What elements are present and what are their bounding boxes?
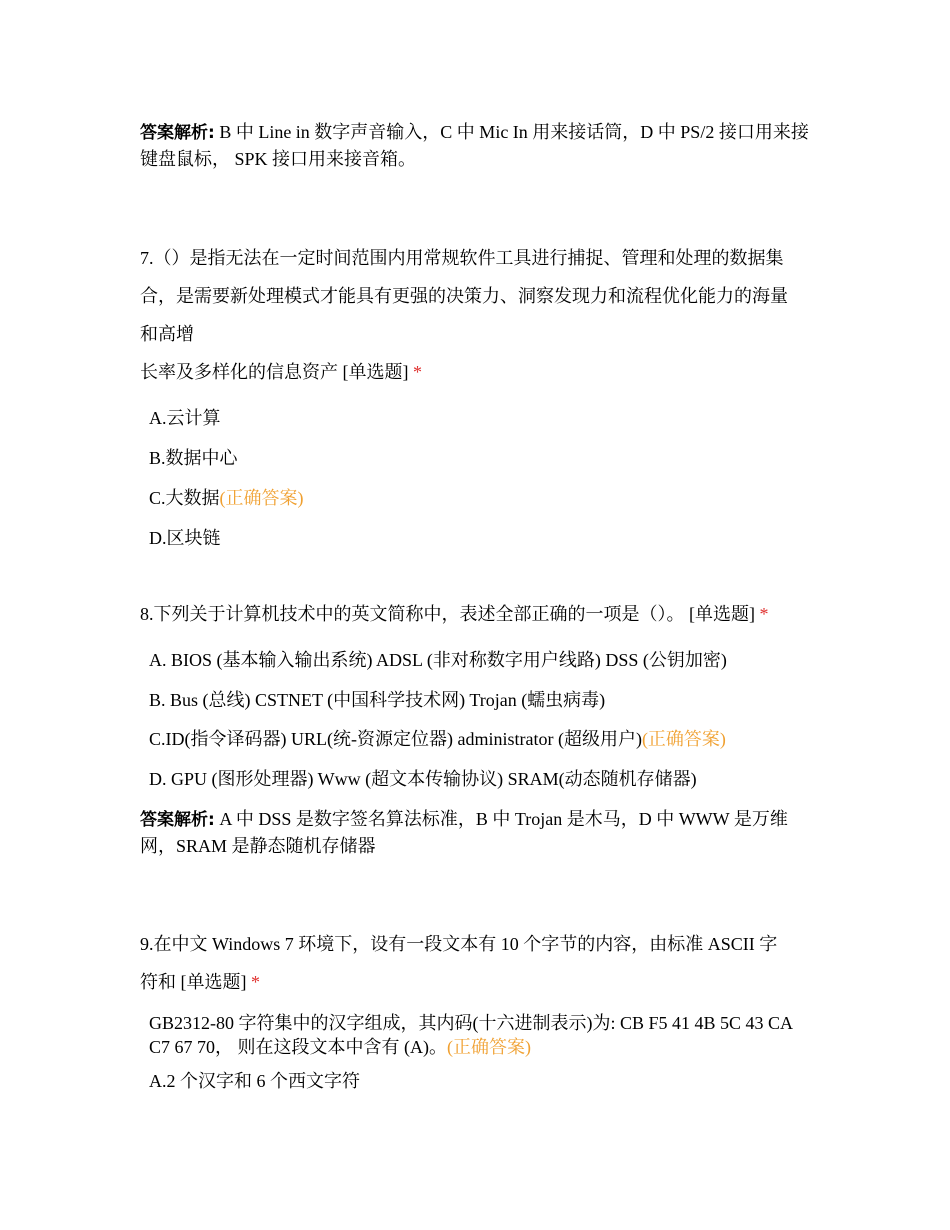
option-text: C.ID(指令译码器) URL(统-资源定位器) administrator (超级用户) — [149, 729, 642, 749]
correct-answer-tag: (正确答案) — [447, 1037, 531, 1057]
required-star: * — [251, 972, 260, 992]
option-text: A.2 个汉字和 6 个西文字符 — [149, 1071, 360, 1091]
question-7 — [140, 239, 815, 391]
question-7-last-line: 长率及多样化的信息资产 [单选题] — [140, 362, 409, 382]
question-9-line-2-text: 符和 [单选题] — [140, 972, 247, 992]
q9-option-a[interactable] — [149, 1069, 360, 1093]
question-7-line-1: 7.（）是指无法在一定时间范围内用常规软件工具进行捕捉、管理和处理的数据集 — [140, 248, 784, 268]
option-text: GB2312-80 字符集中的汉字组成，其内码(十六进制表示)为: CB F5 41 4B 5C 43 CA C7 67 70， 则在这段文本中含有 (A)。 — [149, 1013, 793, 1057]
q7-option-c[interactable] — [149, 486, 304, 510]
q7-option-a[interactable] — [149, 406, 221, 430]
explanation-label: 答案解析: — [140, 123, 215, 143]
question-7-line-3: 和高增 — [140, 324, 194, 344]
question-9-line-2 — [140, 963, 815, 1001]
explanation-text: A 中 DSS 是数字签名算法标准，B 中 Trojan 是木马，D 中 WWW 是万维网，SRAM 是静态随机存储器 — [140, 809, 788, 856]
required-star: * — [413, 362, 422, 382]
q7-option-b[interactable] — [149, 446, 238, 470]
question-7-line-2: 合，是需要新处理模式才能具有更强的决策力、洞察发现力和流程优化能力的海量 — [140, 286, 788, 306]
option-text: A.云计算 — [149, 408, 221, 428]
option-text: A. BIOS (基本输入输出系统) ADSL (非对称数字用户线路) DSS (公钥加密) — [149, 650, 727, 670]
answer-explanation-q6 — [140, 119, 815, 172]
q8-option-c[interactable] — [149, 727, 726, 751]
question-7-line-4 — [140, 353, 815, 391]
required-star: * — [759, 604, 769, 624]
explanation-text: B 中 Line in 数字声音输入，C 中 Mic In 用来接话筒，D 中 PS/2 接口用来接键盘鼠标， SPK 接口用来接音箱。 — [140, 122, 809, 169]
question-9-line-1: 9.在中文 Windows 7 环境下，设有一段文本有 10 个字节的内容，由标准 ASCII 字 — [140, 934, 778, 954]
q7-option-d[interactable] — [149, 526, 221, 550]
question-9 — [140, 925, 815, 1001]
option-text: D.区块链 — [149, 528, 221, 548]
option-text: D. GPU (图形处理器) Www (超文本传输协议) SRAM(动态随机存储器) — [149, 769, 697, 789]
q8-option-b[interactable] — [149, 688, 605, 712]
q8-option-d[interactable] — [149, 767, 697, 791]
option-text: B.数据中心 — [149, 448, 238, 468]
correct-answer-tag: (正确答案) — [641, 729, 726, 749]
option-text: C.大数据 — [149, 488, 220, 508]
correct-answer-tag: (正确答案) — [219, 488, 304, 508]
question-8 — [140, 602, 815, 626]
question-8-text: 8.下列关于计算机技术中的英文简称中，表述全部正确的一项是（）。 [单选题] — [140, 604, 755, 624]
option-text: B. Bus (总线) CSTNET (中国科学技术网) Trojan (蠕虫病毒) — [149, 690, 606, 710]
explanation-label: 答案解析: — [140, 810, 215, 830]
q9-option-1[interactable] — [149, 1011, 809, 1059]
q8-option-a[interactable] — [149, 648, 727, 672]
answer-explanation-q8 — [140, 806, 815, 859]
